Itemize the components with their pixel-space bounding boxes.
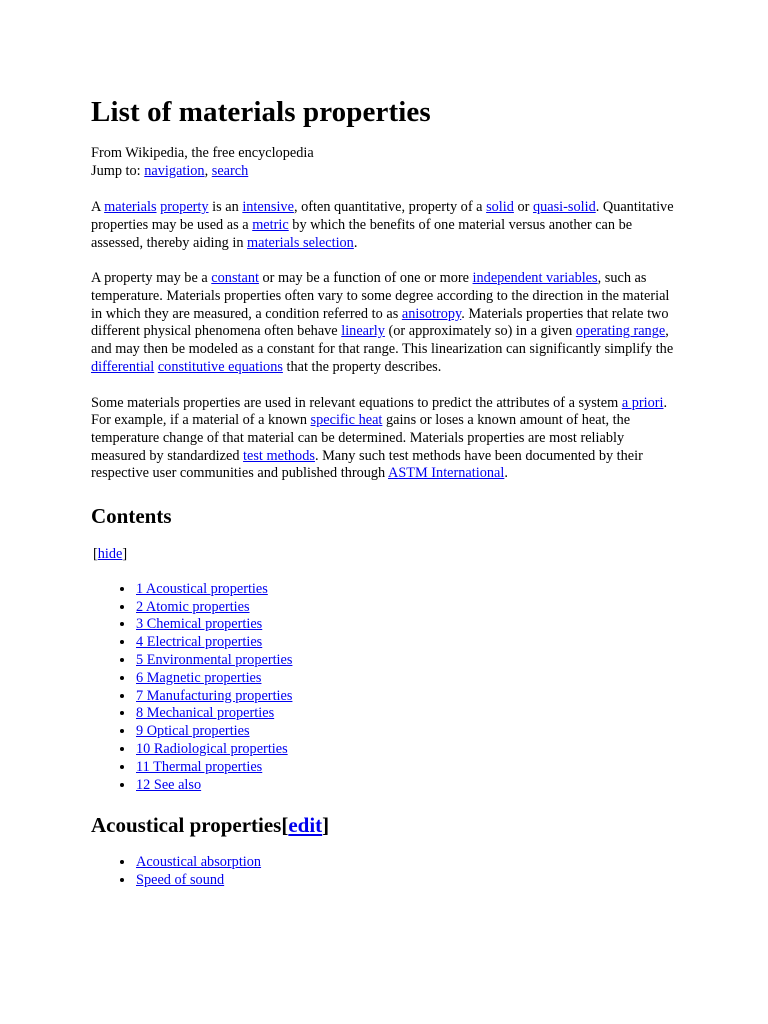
contents-heading: Contents <box>91 504 172 529</box>
bracket: [ <box>281 813 289 838</box>
toc-item <box>135 670 677 688</box>
bracket: ] <box>122 546 128 563</box>
toc-link-see-also[interactable]: 12 See also <box>136 776 202 793</box>
toc-link-mechanical[interactable]: 8 Mechanical properties <box>136 705 275 722</box>
toc-item <box>135 616 677 634</box>
article-subtitle <box>91 145 677 180</box>
text: Some materials properties are used in relevant equations to predict the attributes of a system <box>91 394 622 411</box>
toc-item <box>135 723 677 741</box>
quasi-solid-link[interactable]: quasi-solid <box>532 199 596 216</box>
toc-link-magnetic[interactable]: 6 Magnetic properties <box>136 669 262 686</box>
toc-item <box>135 634 677 652</box>
toc-link-manufacturing[interactable]: 7 Manufacturing properties <box>136 687 293 704</box>
jump-prefix: Jump to: <box>91 162 145 179</box>
toc-link-optical[interactable]: 9 Optical properties <box>136 723 250 740</box>
bracket: ] <box>322 813 330 838</box>
text: , such as temperature. Materials properties often vary to some degree according to the direction in the material in which they are measured, a condition referred to as <box>91 270 670 322</box>
toc-link-acoustical[interactable]: 1 Acoustical properties <box>136 580 268 597</box>
differential-link[interactable]: differential <box>91 358 155 375</box>
toc-item <box>135 688 677 706</box>
property-link[interactable]: property <box>160 199 209 216</box>
bracket: [ <box>93 546 98 563</box>
constitutive-equations-link[interactable]: constitutive equations <box>157 358 283 375</box>
page-title: List of materials properties <box>91 96 431 128</box>
speed-of-sound-link[interactable]: Speed of sound <box>136 872 225 889</box>
text: is an <box>208 199 243 216</box>
solid-link[interactable]: solid <box>486 199 514 216</box>
specific-heat-link[interactable]: specific heat <box>310 412 383 429</box>
toc-item <box>135 581 677 599</box>
independent-variables-link[interactable]: independent variables <box>472 270 598 287</box>
text: gains or loses a known amount of heat, the temperature change of that material can be determined. Materials properties are most reliably measured by standardized <box>91 412 631 464</box>
text: or <box>513 199 533 216</box>
toc-item <box>135 652 677 670</box>
contents-toggle <box>91 546 677 564</box>
toc-link-atomic[interactable]: 2 Atomic properties <box>136 598 250 615</box>
text: (or approximately so) in a given <box>384 323 576 340</box>
text: . For example, if a material of a known <box>91 394 668 429</box>
toc-item <box>135 759 677 777</box>
acoustical-list <box>91 854 677 890</box>
text: . <box>504 465 508 482</box>
jump-separator: , <box>204 162 212 179</box>
toc-link-environmental[interactable]: 5 Environmental properties <box>136 651 293 668</box>
constant-link[interactable]: constant <box>211 270 259 287</box>
materials-selection-link[interactable]: materials selection <box>247 234 354 251</box>
intensive-link[interactable]: intensive <box>242 199 294 216</box>
edit-section-link[interactable]: edit <box>288 813 323 838</box>
text: A <box>91 199 105 216</box>
list-item <box>135 872 677 890</box>
linearly-link[interactable]: linearly <box>341 323 385 340</box>
a-priori-link[interactable]: a priori <box>621 394 664 411</box>
intro-paragraph-2 <box>91 270 677 376</box>
toc-link-thermal[interactable]: 11 Thermal properties <box>136 758 263 775</box>
test-methods-link[interactable]: test methods <box>243 447 315 464</box>
hide-contents-link[interactable]: hide <box>97 546 123 563</box>
operating-range-link[interactable]: operating range <box>575 323 666 340</box>
text: . Many such test methods have been documented by their respective user communities and published through <box>91 447 643 482</box>
section-title: Acoustical properties <box>91 813 282 838</box>
text: . Materials properties that relate two different physical phenomena often behave <box>91 305 669 340</box>
toc-item <box>135 599 677 617</box>
text: by which the benefits of one material versus another can be assessed, thereby aiding in <box>91 216 633 251</box>
table-of-contents <box>91 581 677 795</box>
metric-link[interactable]: metric <box>252 216 289 233</box>
materials-link[interactable]: materials <box>104 199 157 216</box>
toc-link-electrical[interactable]: 4 Electrical properties <box>136 634 263 651</box>
navigation-link[interactable]: navigation <box>144 162 205 179</box>
toc-item <box>135 705 677 723</box>
toc-link-chemical[interactable]: 3 Chemical properties <box>136 616 263 633</box>
anisotropy-link[interactable]: anisotropy <box>401 305 462 322</box>
text: or may be a function of one or more <box>258 270 473 287</box>
search-link[interactable]: search <box>211 162 249 179</box>
toc-item <box>135 741 677 759</box>
intro-paragraph-1 <box>91 199 677 252</box>
text: A property may be a <box>91 270 212 287</box>
text: . <box>353 234 358 251</box>
text: that the property describes. <box>282 358 442 375</box>
list-item <box>135 854 677 872</box>
from-wikipedia: From Wikipedia, the free encyclopedia <box>91 145 314 161</box>
astm-international-link[interactable]: ASTM International <box>388 465 505 482</box>
intro-paragraph-3 <box>91 395 677 484</box>
text: , often quantitative, property of a <box>293 199 487 216</box>
acoustical-heading <box>91 812 677 838</box>
text: . Quantitative properties may be used as a <box>91 199 674 233</box>
toc-item <box>135 777 677 795</box>
acoustical-absorption-link[interactable]: Acoustical absorption <box>136 854 262 871</box>
toc-link-radiological[interactable]: 10 Radiological properties <box>136 740 288 757</box>
jump-to <box>91 163 677 181</box>
text: , and may then be modeled as a constant for that range. This linearization can significantly simplify the <box>91 323 674 358</box>
